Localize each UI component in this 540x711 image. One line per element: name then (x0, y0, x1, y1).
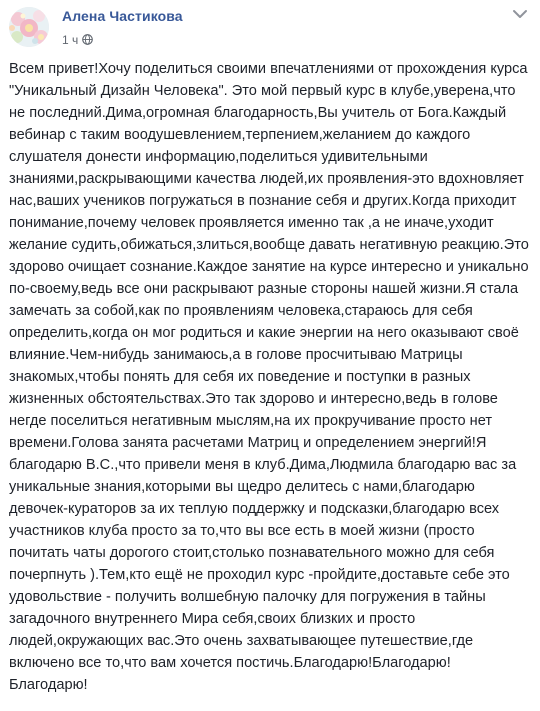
post-options-button[interactable] (508, 4, 532, 24)
avatar[interactable] (9, 7, 49, 47)
post-timestamp[interactable] (62, 33, 93, 48)
post-time-text[interactable]: 1 ч (62, 33, 79, 47)
author-name[interactable]: Алена Частикова (62, 8, 183, 24)
post-text: Всем привет!Хочу поделиться своими впечатлениями от прохождения курса "Уникальный Дизайн Человека". Это мой первый курс в клубе,уверена,что не последний.Дима,огромная благодарность,Вы учитель от Бога.Каждый вебинар с таким воодушевлением,терпением,желанием до каждого слушателя донести информацию,поделиться удивительными знаниями,раскрывающими качества людей,их проявления-это вдохновляет нас,ваших учеников погружаться в познание себя и других.Когда приходит понимание,почему человек проявляется именно так ,а не иначе,уходит желание судить,обижаться,злиться,вообще давать негативную реакцию.Это здорово очищает сознание.Каждое занятие на курсе интересно и уникально по-своему,ведь все они раскрывают разные стороны нашей жизни.Я стала замечать за собой,как по проявлениям человека,стараюсь для себя определить,когда он мог родиться и какие энергии на него оказывают своё влияние.Чем-нибудь занимаюсь,а в голове просчитываю Матрицы знакомых,чтобы понять для себя их поведение и поступки в разных жизненных обстоятельствах.Это так здорово и интересно,ведь в голове негде поселиться негативным мыслям,на их прокручивание просто нет времени.Голова занята расчетами Матриц и определением энергий!Я благодарю В.С.,что привели меня в клуб.Дима,Людмила благодарю вас за уникальные знания,которыми вы щедро делитесь с нами,благодарю девочек-кураторов за их теплую поддержку и подсказки,благодарю всех участников клуба просто за то,что вы все есть в моей жизни (просто почитать чаты дорогого стоит,столько познавательного можно для себя почерпнуть ).Тем,кто ещё не проходил курс -пройдите,доставьте себе это удовольствие - получить волшебную палочку для погружения в тайны загадочного внутреннего Мира себя,своих близких и просто людей,окружающих вас.Это очень захватывающее путешествие,где включено все то,что вам хочется постичь.Благодарю!Благодарю! Благодарю! (9, 61, 529, 693)
globe-icon (82, 34, 93, 48)
flower-avatar-icon (9, 7, 49, 47)
chevron-down-icon (508, 4, 532, 24)
post-header (0, 0, 540, 60)
